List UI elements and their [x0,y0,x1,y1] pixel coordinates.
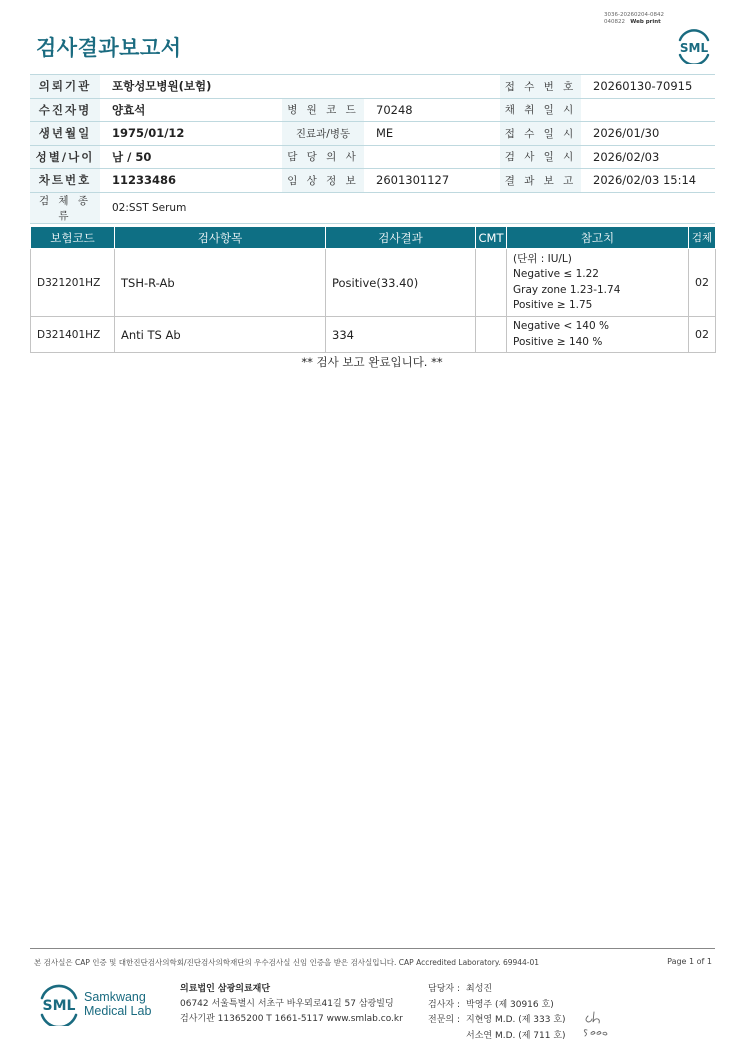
print-id [604,12,664,26]
test-date-label: 검 사 일 시 [500,145,581,169]
org-full-name: 의료법인 삼광의료재단 [180,984,271,994]
clinical-info-label: 임 상 정 보 [282,169,364,193]
reference-line: Gray zone 1.23-1.74 [513,283,621,296]
samkwang-logo-text: SML [42,998,76,1014]
receipt-date-label: 접 수 일 시 [500,122,581,146]
header-test-result: 검사결과 [326,227,476,249]
clinical-info: 2601301127 [364,169,500,193]
insurance-code: D321201HZ [31,249,115,317]
chart-no: 11233486 [100,169,282,193]
header-reference: 참고치 [507,227,689,249]
reference-line: Positive ≥ 140 % [513,335,603,348]
specimen-type-label: 검 체 종 류 [30,192,100,223]
table-row [31,249,716,317]
specimen-code: 02 [689,317,716,353]
info-row-specimen [30,192,715,223]
reference-line: Negative ≤ 1.22 [513,268,599,280]
cmt [476,249,507,317]
cmt [476,317,507,353]
doctor-label: 담 당 의 사 [282,145,364,169]
sex-age: 남 / 50 [100,145,282,169]
page-title: 검사결과보고서 [36,36,182,60]
info-row-sex [30,145,715,169]
print-id-code: 040822 [604,19,625,25]
birthdate-label: 생년월일 [30,122,100,146]
header-test-item: 검사항목 [115,227,326,249]
print-id-line1: 3036-20260204-0842 [604,12,664,18]
info-row-chart [30,169,715,193]
header-cmt: CMT [476,227,507,249]
completion-note: ** 검사 보고 완료입니다. ** [301,355,443,369]
patient-name: 양효석 [100,98,282,122]
sml-logo-text: SML [679,41,709,55]
staff-specialist-2: 서소연 M.D. (제 711 호) [466,1030,566,1041]
test-date: 2026/02/03 [581,145,715,169]
org-name-line2: Medical Lab [84,1004,152,1018]
staff-specialist-label: 전문의 : [428,1015,460,1025]
sml-logo-icon [675,24,713,64]
receipt-no-label: 접 수 번 호 [500,75,581,99]
collection-date-label: 채 취 일 시 [500,98,581,122]
info-row-birth [30,122,715,146]
specimen-type: 02:SST Serum [100,192,715,223]
staff-manager: 최성진 [466,984,493,994]
receipt-no: 20260130-70915 [581,75,715,99]
sex-age-label: 성별/나이 [30,145,100,169]
staff-manager-label: 담당자 : [428,984,460,994]
header-insurance-code: 보험코드 [31,227,115,249]
org-name-line1: Samkwang [84,990,146,1004]
test-result: 334 [326,317,476,353]
results-table [30,226,716,353]
report-date-label: 결 과 보 고 [500,169,581,193]
test-item: Anti TS Ab [115,317,326,353]
receipt-date: 2026/01/30 [581,122,715,146]
results-header-row [31,227,716,249]
page-number: Page 1 of 1 [667,957,712,966]
samkwang-logo-icon [36,980,82,1026]
staff-specialist-1: 지현영 M.D. (제 333 호) [466,1015,566,1025]
hospital-code-label: 병 원 코 드 [282,98,364,122]
test-result: Positive(33.40) [326,249,476,317]
org-address-block [180,982,403,1027]
org-contact: 검사기관 11365200 T 1661-5117 www.smlab.co.kr [180,1014,403,1024]
certification-note: 본 검사실은 CAP 인증 및 대한진단검사의학회/진단검사의학재단의 우수검사실 신임 인증을 받은 검사실입니다. CAP Accredited Laboratory. 69944-01 [34,958,540,967]
info-row-institution [30,75,715,99]
patient-info-table [30,74,715,224]
org-name [84,990,151,1018]
report-date: 2026/02/03 15:14 [581,169,715,193]
staff-tester-label: 검사자 : [428,999,460,1010]
requesting-institution: 포항성모병원(보험) [100,75,500,99]
specimen-code: 02 [689,249,716,317]
org-address: 06742 서울특별시 서초구 바우뫼로41길 57 삼광빌딩 [180,999,394,1009]
reference-line: Positive ≥ 1.75 [513,299,593,311]
signature-icon [580,1008,610,1040]
header-specimen: 검체 [689,227,716,249]
staff-block [428,982,566,1044]
patient-name-label: 수진자명 [30,98,100,122]
hospital-code: 70248 [364,98,500,122]
reference-range [507,317,689,353]
requesting-institution-label: 의뢰기관 [30,75,100,99]
staff-tester: 박영주 (제 30916 호) [466,999,554,1010]
doctor [364,145,500,169]
reference-range [507,249,689,317]
print-id-label: Web print [630,19,661,25]
reference-line: Negative < 140 % [513,320,609,332]
birthdate: 1975/01/12 [100,122,282,146]
reference-line: (단위 : IU/L) [513,252,572,265]
department-label: 진료과/병동 [282,122,364,146]
footer-divider [30,948,715,949]
chart-no-label: 차트번호 [30,169,100,193]
insurance-code: D321401HZ [31,317,115,353]
department: ME [364,122,500,146]
table-row [31,317,716,353]
test-item: TSH-R-Ab [115,249,326,317]
info-row-name [30,98,715,122]
collection-date [581,98,715,122]
